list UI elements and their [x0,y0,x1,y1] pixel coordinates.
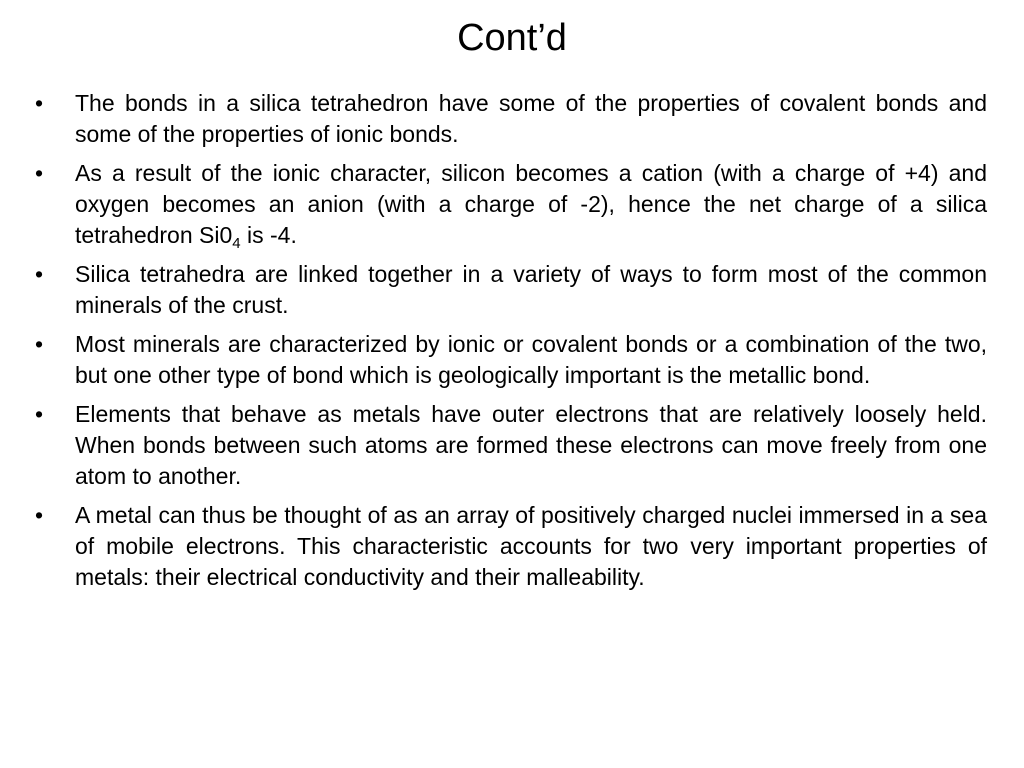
bullet-text-main: As a result of the ionic character, silicon becomes a cation (with a charge of +4) and oxygen becomes an anion (with a charge of -2), hence the net charge of a silica tetrahedron Si0 [75,160,987,248]
bullet-icon: • [35,160,44,186]
bullet-icon: • [35,331,44,357]
bullet-text [75,160,987,252]
bullet-item-2 [35,158,987,251]
bullet-text: Elements that behave as metals have outer electrons that are relatively loosely held. When bonds between such atoms are formed these electrons can move freely from one atom to another. [75,401,987,489]
bullet-icon: • [35,502,44,528]
bullet-item-1 [35,88,987,150]
bullet-text-subscript: 4 [232,235,241,252]
slide-title: Cont’d [457,17,567,59]
bullet-item-5 [35,399,987,492]
bullet-text: Most minerals are characterized by ionic or covalent bonds or a combination of the two, but one other type of bond which is geologically important is the metallic bond. [75,331,987,388]
bullet-text: The bonds in a silica tetrahedron have some of the properties of covalent bonds and some of the properties of ionic bonds. [75,90,987,147]
bullet-list [35,88,987,601]
bullet-text: A metal can thus be thought of as an array of positively charged nuclei immersed in a sea of mobile electrons. This characteristic accounts for two very important properties of metals: their electrical conductivity and their malleability. [75,502,987,590]
bullet-item-6 [35,500,987,593]
bullet-icon: • [35,401,44,427]
bullet-icon: • [35,90,44,116]
bullet-text: Silica tetrahedra are linked together in a variety of ways to form most of the common minerals of the crust. [75,261,987,318]
bullet-item-3 [35,259,987,321]
bullet-item-4 [35,329,987,391]
bullet-text-tail: is -4. [240,222,297,248]
bullet-icon: • [35,261,44,287]
